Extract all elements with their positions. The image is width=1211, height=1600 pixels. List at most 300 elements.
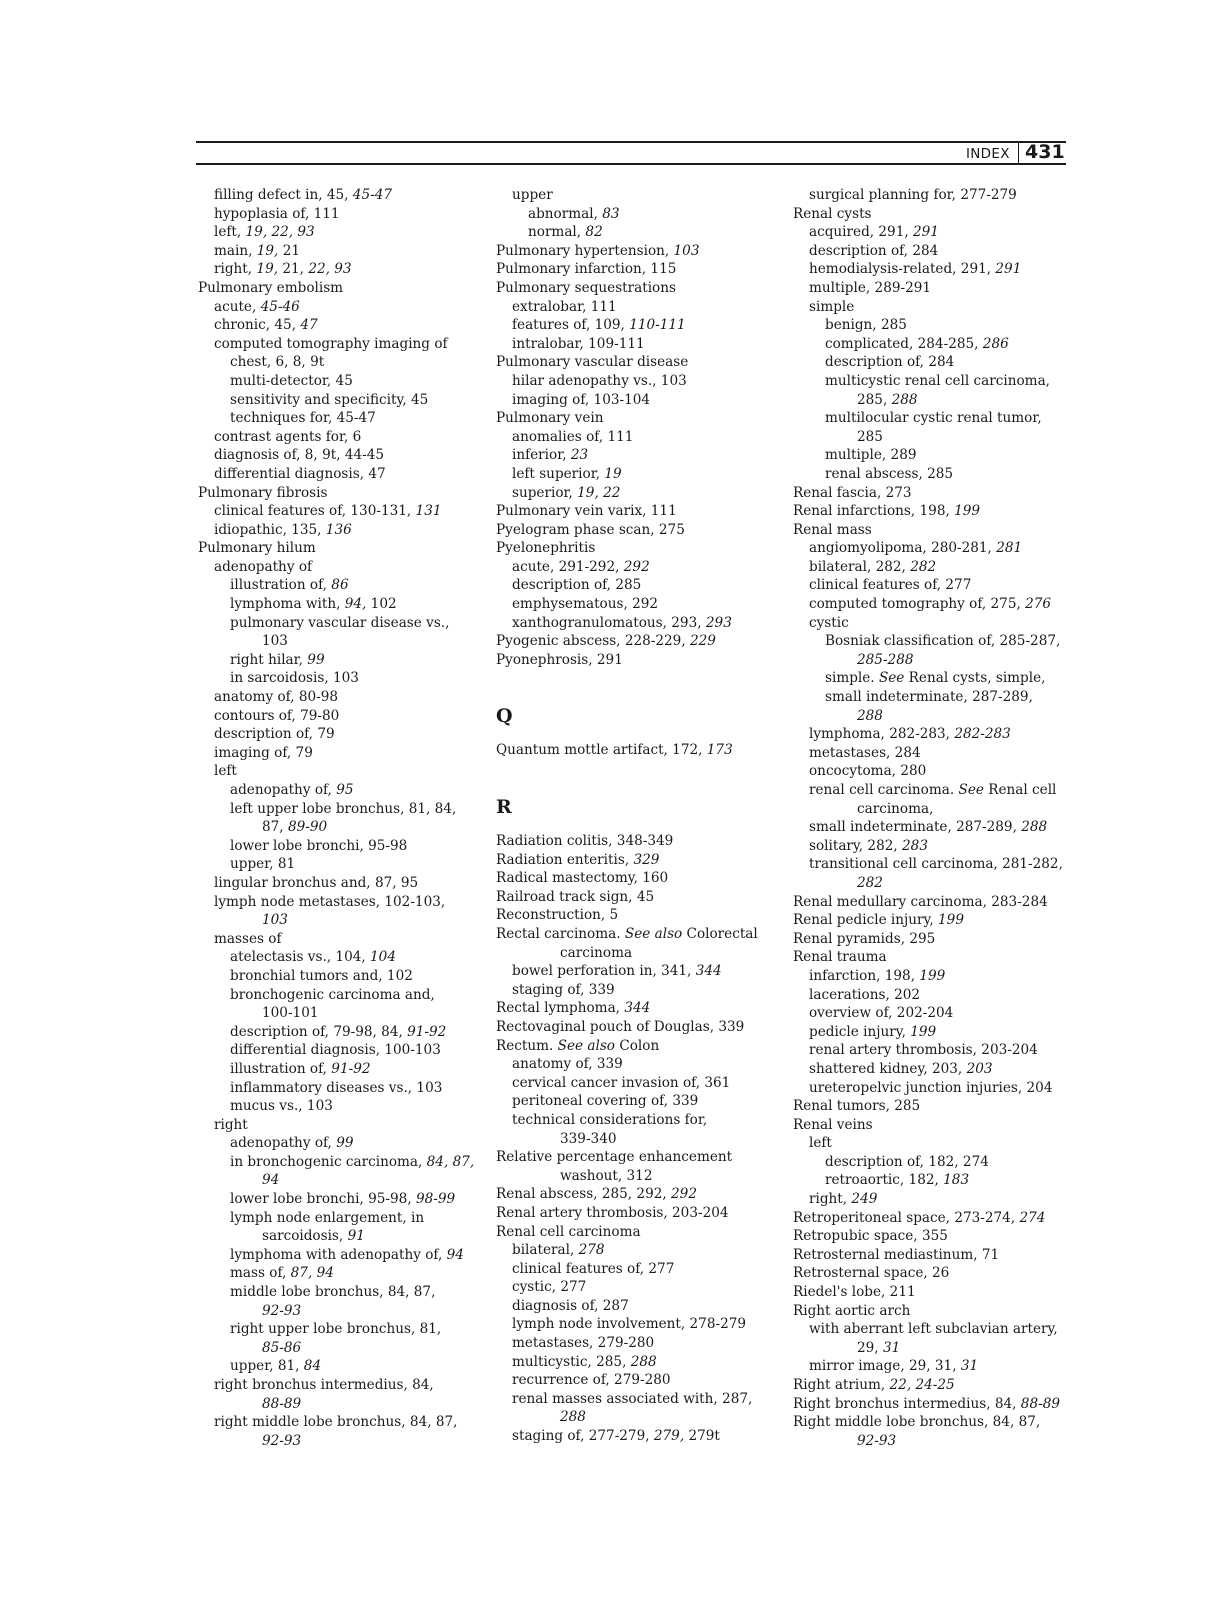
index-subentry (793, 298, 1083, 317)
entry-page-ref-italic: 344 (624, 1000, 651, 1017)
entry-text: small indeterminate, 287-289, (825, 689, 1033, 706)
entry-text: Rectal lymphoma, (496, 1000, 625, 1017)
entry-text: multicystic renal cell carcinoma, (825, 372, 1050, 389)
index-subentry (793, 688, 1083, 707)
index-subentry (496, 595, 781, 614)
index-subentry (198, 837, 488, 856)
index-subentry (198, 316, 488, 335)
index-subentry (198, 986, 488, 1005)
entry-text: Pyelonephritis (496, 540, 596, 557)
index-subentry (793, 1432, 1083, 1451)
entry-text: washout, 312 (560, 1167, 653, 1184)
entry-text: illustration of, (230, 1060, 332, 1077)
entry-text: bilateral, 282, (809, 558, 911, 575)
entry-text: Pulmonary hypertension, (496, 242, 674, 259)
index-subentry (793, 725, 1083, 744)
entry-page-ref-italic: 92-93 (262, 1302, 302, 1319)
entry-page-ref-italic: 22, 24-25 (889, 1377, 955, 1393)
index-subentry (793, 242, 1083, 261)
index-subentry (793, 372, 1083, 391)
entry-text: Retropubic space, 355 (793, 1228, 948, 1245)
index-main-entry (496, 869, 781, 888)
header-rule-bottom (196, 163, 1066, 165)
index-subentry (198, 595, 488, 614)
entry-text: differential diagnosis, 47 (214, 465, 386, 482)
entry-page-ref-italic: 88-89 (262, 1395, 302, 1412)
entry-text: inferior, (512, 447, 571, 464)
entry-text: in bronchogenic carcinoma, (230, 1153, 427, 1170)
index-subentry (793, 1190, 1083, 1209)
index-subentry (198, 186, 488, 205)
entry-text: description of, 79-98, 84, (230, 1023, 408, 1040)
entry-text: Renal trauma (793, 949, 887, 966)
entry-text: shattered kidney, 203, (809, 1060, 967, 1077)
entry-text: lymph node enlargement, in (230, 1209, 425, 1226)
entry-text: right, (809, 1191, 852, 1208)
entry-text: acquired, 291, (809, 224, 913, 241)
page-number: 431 (1025, 141, 1065, 163)
entry-text: pulmonary vascular disease vs., (230, 614, 450, 631)
entry-text: right hilar, (230, 651, 308, 668)
entry-text: Renal fascia, 273 (793, 484, 912, 501)
index-main-entry (793, 205, 1083, 224)
index-main-entry (198, 484, 488, 503)
entry-page-ref-italic: 282 (910, 558, 937, 575)
entry-text: features of, 109, (512, 317, 630, 334)
index-subentry (793, 1004, 1083, 1023)
entry-page-ref-italic: 291 (913, 224, 939, 241)
entry-text: contours of, 79-80 (214, 707, 340, 724)
entry-text: bronchogenic carcinoma and, (230, 986, 435, 1003)
index-subentry (496, 614, 781, 633)
index-subentry (198, 1357, 488, 1376)
index-subentry (496, 205, 781, 224)
entry-text: 29, (857, 1339, 883, 1356)
index-subentry (198, 651, 488, 670)
entry-page-ref-italic: 199 (919, 967, 946, 984)
entry-text: main, (214, 242, 257, 259)
index-subentry (198, 948, 488, 967)
entry-page-ref-italic: 92-93 (857, 1432, 897, 1449)
index-main-entry (496, 1018, 781, 1037)
entry-page-ref-italic: 110-111 (629, 317, 686, 334)
entry-page-ref-italic: 173 (706, 742, 733, 759)
entry-text: lymph node involvement, 278-279 (512, 1316, 747, 1333)
index-subentry (793, 1041, 1083, 1060)
index-main-entry (496, 1148, 781, 1167)
entry-page-ref-italic: 285-288 (857, 651, 914, 668)
index-main-entry (793, 1227, 1083, 1246)
entry-text: right middle lobe bronchus, 84, 87, (214, 1414, 458, 1431)
index-subentry (496, 1278, 781, 1297)
index-subentry (496, 391, 781, 410)
index-subentry (496, 1371, 781, 1390)
index-main-entry (793, 1413, 1083, 1432)
entry-text: hypoplasia of, 111 (214, 205, 340, 222)
entry-text: 87, (262, 819, 288, 836)
entry-text: diagnosis of, 8, 9t, 44-45 (214, 447, 385, 464)
index-subentry (793, 800, 1083, 819)
index-subentry (496, 1408, 781, 1427)
index-main-entry (496, 906, 781, 925)
index-main-entry (496, 1204, 781, 1223)
index-subentry (198, 502, 488, 521)
entry-text: multicystic, 285, (512, 1353, 631, 1370)
entry-text: acute, 291-292, (512, 558, 624, 575)
entry-text: right, (214, 261, 257, 278)
entry-page-ref-italic: 99 (336, 1135, 354, 1152)
entry-text: extralobar, 111 (512, 298, 617, 315)
index-subentry (198, 1134, 488, 1153)
index-subentry (198, 688, 488, 707)
index-main-entry (496, 999, 781, 1018)
index-subentry (198, 298, 488, 317)
entry-text: Retrosternal space, 26 (793, 1265, 950, 1282)
entry-page-ref-italic: 281 (996, 540, 1023, 557)
entry-text: bowel perforation in, 341, (512, 963, 696, 980)
index-subentry (198, 1171, 488, 1190)
index-subentry (198, 1004, 488, 1023)
index-subentry (198, 1320, 488, 1339)
entry-text: multilocular cystic renal tumor, (825, 410, 1042, 427)
index-main-entry (496, 741, 781, 760)
index-subentry (793, 1079, 1083, 1098)
entry-text: superior, (512, 484, 578, 501)
index-main-entry (496, 1037, 781, 1056)
entry-text: adenopathy of, (230, 782, 337, 798)
index-subentry (496, 1092, 781, 1111)
entry-text: Renal cysts, simple, (904, 670, 1046, 687)
entry-text: in sarcoidosis, 103 (230, 670, 359, 687)
entry-page-ref-italic: 278 (578, 1242, 605, 1259)
entry-text: description of, 284 (809, 242, 939, 259)
index-subentry (793, 837, 1083, 856)
index-subentry (496, 484, 781, 503)
entry-text: lymphoma with adenopathy of, (230, 1246, 447, 1263)
index-main-entry (496, 539, 781, 558)
entry-page-ref-italic: 84 (303, 1358, 322, 1375)
index-subentry (496, 1055, 781, 1074)
entry-text: Pulmonary vein (496, 410, 604, 427)
entry-text: surgical planning for, 277-279 (809, 187, 1017, 203)
index-subentry (496, 1315, 781, 1334)
entry-text: sensitivity and specificity, 45 (230, 391, 429, 408)
entry-text: mirror image, 29, 31, (809, 1358, 961, 1375)
index-subentry (496, 962, 781, 981)
entry-text: Colorectal (682, 926, 758, 942)
entry-text: transitional cell carcinoma, 281-282, (809, 856, 1063, 873)
entry-text: emphysematous, 292 (512, 596, 659, 613)
entry-text: Renal veins (793, 1116, 873, 1133)
index-main-entry (496, 502, 781, 521)
index-subentry (793, 335, 1083, 354)
index-main-entry (496, 279, 781, 298)
entry-text: Renal pedicle injury, (793, 912, 939, 929)
index-subentry (198, 669, 488, 688)
index-subentry (793, 539, 1083, 558)
entry-text: right (214, 1116, 248, 1133)
index-subentry (198, 1264, 488, 1283)
index-subentry (793, 279, 1083, 298)
entry-text: Pulmonary vein varix, 111 (496, 503, 677, 520)
entry-page-ref-italic: 83 (602, 205, 620, 222)
index-main-entry (793, 1395, 1083, 1414)
index-subentry (198, 1023, 488, 1042)
index-subentry (496, 1130, 781, 1149)
index-subentry (793, 762, 1083, 781)
index-subentry (793, 465, 1083, 484)
index-subentry (793, 391, 1083, 410)
entry-page-ref-italic: 293 (705, 614, 732, 631)
index-subentry (198, 911, 488, 930)
entry-page-ref-italic: 229 (689, 633, 716, 650)
index-subentry (496, 1111, 781, 1130)
entry-text: renal abscess, 285 (825, 465, 954, 482)
entry-text: multiple, 289-291 (809, 279, 932, 296)
index-subentry (496, 298, 781, 317)
index-subentry (198, 1153, 488, 1172)
index-subentry (198, 260, 488, 279)
entry-text: upper, 81 (230, 856, 296, 873)
entry-page-ref-italic: 344 (695, 963, 722, 980)
index-subentry (198, 1097, 488, 1116)
entry-text: adenopathy of, (230, 1135, 337, 1152)
index-subentry (198, 893, 488, 912)
entry-text: mass of, (230, 1265, 291, 1282)
entry-page-ref-italic: 131 (415, 503, 442, 520)
entry-text: Renal cell carcinoma (496, 1223, 641, 1240)
entry-text: Renal cell (983, 782, 1057, 798)
entry-page-ref-italic: 45-47 (352, 187, 392, 203)
index-subentry (793, 1060, 1083, 1079)
entry-text: peritoneal covering of, 339 (512, 1093, 699, 1110)
index-subentry (496, 1427, 781, 1446)
entry-page-ref-italic: 22, 93 (308, 261, 352, 278)
index-subentry (198, 967, 488, 986)
index-main-entry (496, 1223, 781, 1242)
entry-text: infarction, 198, (809, 967, 920, 984)
entry-page-ref-italic: 85-86 (262, 1339, 302, 1356)
index-subentry (198, 335, 488, 354)
index-subentry (198, 465, 488, 484)
entry-text: Relative percentage enhancement (496, 1149, 733, 1166)
index-subentry (496, 316, 781, 335)
index-subentry (198, 372, 488, 391)
entry-page-ref-italic: 94, (344, 596, 367, 613)
entry-text: 279t (684, 1428, 720, 1445)
entry-page-ref-italic: 91 (347, 1228, 365, 1245)
entry-text: renal masses associated with, 287, (512, 1390, 753, 1407)
entry-text: Renal pyramids, 295 (793, 930, 936, 947)
entry-text: left (809, 1135, 832, 1152)
entry-page-ref-italic: 92-93 (262, 1432, 302, 1449)
index-subentry (793, 260, 1083, 279)
index-main-entry (793, 911, 1083, 930)
index-subentry (793, 576, 1083, 595)
index-column-2 (496, 186, 781, 1446)
entry-page-ref-italic: 199 (938, 912, 964, 929)
index-main-entry (496, 242, 781, 261)
index-subentry (793, 1023, 1083, 1042)
entry-text: oncocytoma, 280 (809, 763, 927, 780)
entry-text: staging of, 339 (512, 981, 615, 998)
entry-page-ref-italic: 288 (1021, 819, 1048, 836)
index-subentry (793, 1171, 1083, 1190)
index-subentry (198, 762, 488, 781)
index-subentry (198, 558, 488, 577)
entry-text: imaging of, 79 (214, 744, 313, 761)
index-subentry (496, 428, 781, 447)
entry-page-ref-italic: 87, 94 (290, 1265, 334, 1282)
index-subentry (198, 428, 488, 447)
index-subentry (198, 1190, 488, 1209)
entry-text: middle lobe bronchus, 84, 87, (230, 1284, 436, 1301)
entry-page-ref-italic: 183 (943, 1172, 970, 1189)
index-column-1 (198, 186, 488, 1450)
entry-page-ref-italic: 291 (995, 261, 1022, 278)
entry-text: lymphoma, 282-283, (809, 726, 955, 743)
entry-text: multi-detector, 45 (230, 372, 353, 389)
index-subentry (198, 576, 488, 595)
entry-text: anatomy of, 339 (512, 1056, 623, 1073)
entry-page-ref-italic: See also (557, 1037, 615, 1054)
index-subentry (198, 1079, 488, 1098)
index-subentry (198, 930, 488, 949)
entry-text: intralobar, 109-111 (512, 335, 645, 352)
index-main-entry (793, 484, 1083, 503)
index-subentry (793, 409, 1083, 428)
entry-text: clinical features of, 277 (512, 1260, 675, 1277)
index-subentry (793, 595, 1083, 614)
index-main-entry (793, 1376, 1083, 1395)
entry-text: Right aortic arch (793, 1302, 911, 1319)
index-subentry (793, 986, 1083, 1005)
index-subentry (198, 1432, 488, 1451)
entry-page-ref-italic: 31 (882, 1339, 901, 1356)
entry-page-ref-italic: 47 (300, 317, 318, 334)
index-subentry (793, 1339, 1083, 1358)
entry-text: Pulmonary infarction, 115 (496, 261, 677, 278)
entry-page-ref-italic: 199 (910, 1023, 937, 1040)
entry-text: metastases, 284 (809, 744, 921, 761)
index-subentry (496, 1260, 781, 1279)
index-subentry (793, 651, 1083, 670)
index-subentry (793, 186, 1083, 205)
entry-text: carcinoma (560, 944, 633, 961)
index-subentry (793, 781, 1083, 800)
entry-text: computed tomography imaging of (214, 335, 448, 352)
entry-text: techniques for, 45-47 (230, 410, 376, 427)
index-subentry (496, 944, 781, 963)
index-main-entry (496, 851, 781, 870)
entry-page-ref-italic: 203 (966, 1060, 993, 1077)
entry-text: anomalies of, 111 (512, 428, 634, 445)
index-subentry (198, 855, 488, 874)
entry-page-ref-italic: See (878, 670, 905, 687)
index-subentry (793, 614, 1083, 633)
entry-text: cervical cancer invasion of, 361 (512, 1074, 731, 1091)
entry-page-ref-italic: 89-90 (287, 819, 328, 836)
index-subentry (198, 1041, 488, 1060)
entry-text: left upper lobe bronchus, 81, 84, (230, 800, 457, 817)
entry-text: mucus vs., 103 (230, 1098, 333, 1115)
index-subentry (496, 465, 781, 484)
entry-text: chest, 6, 8, 9t (230, 354, 325, 371)
entry-text: Bosniak classification of, 285-287, (825, 633, 1061, 650)
entry-text: retroaortic, 182, (825, 1172, 944, 1189)
entry-text: Pulmonary hilum (198, 540, 316, 557)
entry-text: 103 (262, 633, 288, 650)
entry-text: Rectal carcinoma. (496, 926, 625, 942)
entry-text: left, (214, 224, 246, 241)
letter-heading: Q (496, 705, 513, 728)
entry-text: acute, (214, 298, 261, 315)
index-main-entry (496, 888, 781, 907)
entry-text: renal cell carcinoma. (809, 782, 959, 798)
entry-page-ref-italic: 84, 87, (426, 1153, 475, 1170)
index-subentry (496, 223, 781, 242)
index-subentry (793, 855, 1083, 874)
entry-text: Radiation colitis, 348-349 (496, 833, 674, 850)
entry-text: clinical features of, 130-131, (214, 503, 416, 520)
entry-page-ref-italic: 279, (653, 1428, 685, 1445)
index-subentry (496, 576, 781, 595)
entry-text: Pulmonary embolism (198, 279, 344, 296)
entry-text: Quantum mottle artifact, 172, (496, 742, 707, 759)
entry-text: with aberrant left subclavian artery, (809, 1321, 1058, 1338)
index-main-entry (793, 1302, 1083, 1321)
header-rule-top (196, 141, 1066, 143)
index-subentry (793, 707, 1083, 726)
index-main-entry (793, 1246, 1083, 1265)
index-subentry (198, 1227, 488, 1246)
entry-text: upper (512, 187, 553, 203)
entry-page-ref-italic: 286 (982, 335, 1009, 352)
index-subentry (198, 242, 488, 261)
entry-text: technical considerations for, (512, 1111, 708, 1128)
entry-text: Right bronchus intermedius, 84, (793, 1395, 1021, 1412)
entry-text: lymphoma with, (230, 596, 345, 613)
entry-text: multiple, 289 (825, 447, 917, 464)
index-main-entry (793, 1116, 1083, 1135)
index-subentry (198, 446, 488, 465)
entry-page-ref-italic: 103 (673, 242, 700, 259)
entry-text: Renal tumors, 285 (793, 1098, 921, 1115)
entry-page-ref-italic: 283 (902, 837, 928, 854)
entry-text: pedicle injury, (809, 1023, 911, 1040)
index-subentry (198, 1339, 488, 1358)
entry-text: diagnosis of, 287 (512, 1297, 629, 1314)
index-main-entry (793, 1209, 1083, 1228)
running-header-section: INDEX (966, 146, 1010, 162)
index-subentry (198, 1302, 488, 1321)
entry-text: masses of (214, 930, 282, 947)
index-subentry (496, 558, 781, 577)
entry-text: lingular bronchus and, 87, 95 (214, 874, 419, 891)
index-subentry (198, 874, 488, 893)
index-main-entry (496, 832, 781, 851)
index-subentry (496, 1167, 781, 1186)
index-subentry (793, 558, 1083, 577)
entry-text: Pulmonary vascular disease (496, 354, 689, 371)
entry-text: differential diagnosis, 100-103 (230, 1042, 441, 1059)
index-subentry (793, 632, 1083, 651)
entry-text: simple. (825, 670, 879, 687)
entry-page-ref-italic: 199 (954, 503, 981, 520)
index-subentry (198, 205, 488, 224)
index-subentry (198, 818, 488, 837)
entry-text: lymph node metastases, 102-103, (214, 893, 446, 910)
